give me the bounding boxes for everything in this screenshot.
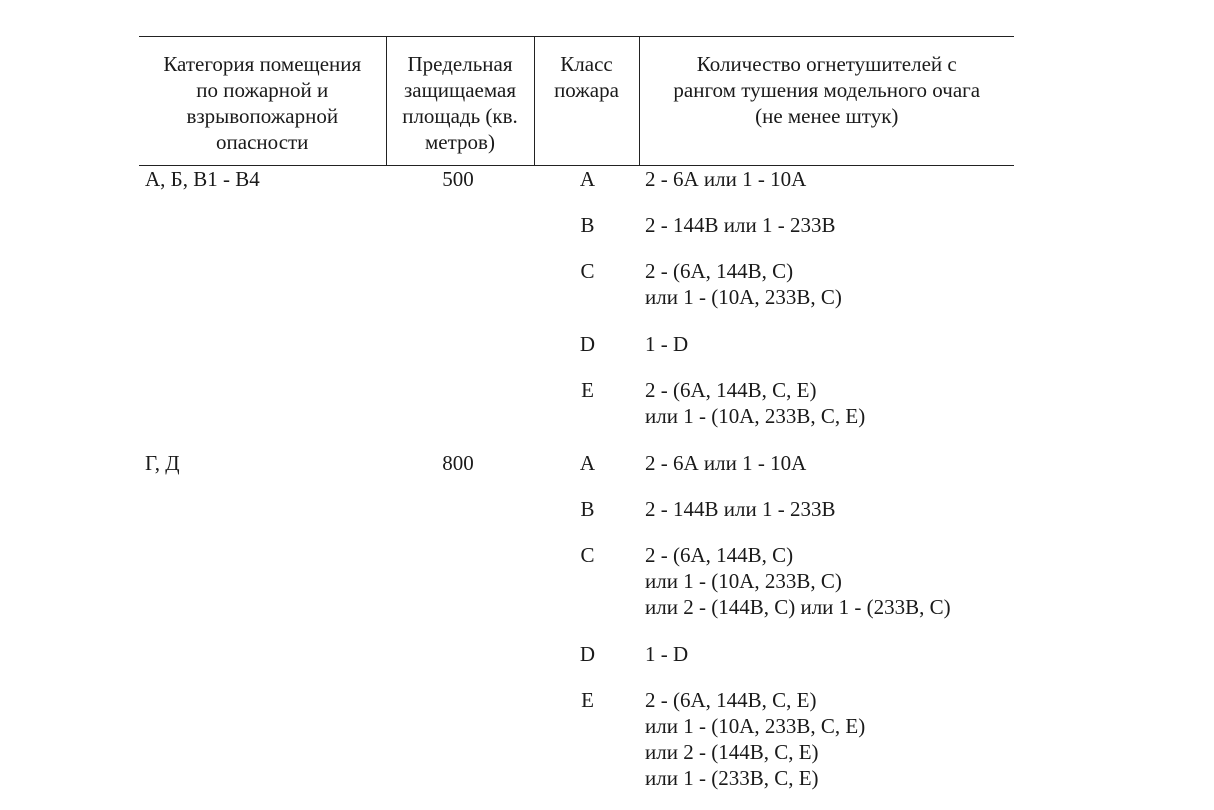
fire-class-cell: E — [581, 688, 594, 712]
fire-class-cell: B — [580, 497, 595, 521]
quantity-line: 2 - (6А, 144В, С, Е) — [645, 688, 817, 712]
quantity-cell — [645, 331, 1014, 357]
table-header — [139, 37, 1014, 166]
header-area-line: метров) — [425, 130, 495, 154]
quantity-line: или 1 - (10А, 233В, С, Е) — [645, 404, 866, 428]
quantity-line: или 1 - (10А, 233В, С) — [645, 285, 842, 309]
quantity-line: 2 - 6А или 1 - 10А — [645, 451, 807, 475]
quantity-line: 2 - 6А или 1 - 10А — [645, 167, 807, 191]
header-fire-class — [534, 37, 639, 166]
quantity-cell — [645, 542, 1014, 621]
quantity-cell — [645, 212, 1014, 238]
quantity-cell — [645, 166, 1014, 192]
fire-class-cell: A — [579, 167, 596, 191]
quantity-column — [639, 450, 1014, 792]
quantity-line: 2 - (6А, 144В, С) — [645, 259, 794, 283]
table-row — [139, 166, 1014, 451]
quantity-line: или 1 - (10А, 233В, С) — [645, 569, 842, 593]
header-fire-class-line: пожара — [554, 78, 619, 102]
header-quantity-line: рангом тушения модельного очага — [673, 78, 981, 102]
quantity-cell — [645, 450, 1014, 476]
quantity-line: 2 - (6А, 144В, С) — [645, 543, 794, 567]
header-quantity — [639, 37, 1014, 166]
category-cell: А, Б, В1 - В4 — [145, 167, 260, 191]
table-body — [139, 166, 1014, 793]
quantity-line: или 1 - (233В, С, Е) — [645, 766, 819, 790]
area-cell: 800 — [442, 451, 474, 475]
fire-class-column — [534, 450, 639, 792]
header-category — [139, 37, 386, 166]
quantity-column — [639, 166, 1014, 451]
fire-class-cell: C — [580, 543, 595, 567]
header-area — [386, 37, 534, 166]
header-area-line: площадь (кв. — [402, 104, 518, 128]
fire-class-cell: C — [580, 259, 595, 283]
fire-class-cell: E — [581, 378, 594, 402]
quantity-cell — [645, 496, 1014, 522]
quantity-line: или 1 - (10А, 233В, С, Е) — [645, 714, 866, 738]
fire-class-cell: D — [579, 642, 596, 666]
fire-class-cell: B — [580, 213, 595, 237]
header-quantity-line: (не менее штук) — [755, 104, 899, 128]
header-category-line: по пожарной и — [196, 78, 329, 102]
quantity-line: 2 - 144В или 1 - 233В — [645, 497, 836, 521]
fire-class-cell: A — [579, 451, 596, 475]
table-row — [139, 450, 1014, 792]
extinguisher-norms-table — [139, 36, 1014, 792]
header-area-line: Предельная — [407, 52, 513, 76]
quantity-cell — [645, 641, 1014, 667]
header-category-line: опасности — [216, 130, 309, 154]
fire-class-column — [534, 166, 639, 451]
area-cell: 500 — [442, 167, 474, 191]
fire-class-cell: D — [579, 332, 596, 356]
quantity-line: 2 - 144В или 1 - 233В — [645, 213, 836, 237]
quantity-line: или 2 - (144В, С) или 1 - (233В, С) — [645, 595, 951, 619]
header-fire-class-line: Класс — [560, 52, 613, 76]
quantity-cell — [645, 687, 1014, 792]
category-cell: Г, Д — [145, 451, 180, 475]
quantity-line: 2 - (6А, 144В, С, Е) — [645, 378, 817, 402]
quantity-cell — [645, 258, 1014, 311]
quantity-line: 1 - D — [645, 642, 689, 666]
header-category-line: Категория помещения — [163, 52, 362, 76]
header-quantity-line: Количество огнетушителей с — [696, 52, 957, 76]
quantity-cell — [645, 377, 1014, 430]
header-area-line: защищаемая — [404, 78, 516, 102]
header-category-line: взрывопожарной — [186, 104, 339, 128]
quantity-line: или 2 - (144В, С, Е) — [645, 740, 819, 764]
quantity-line: 1 - D — [645, 332, 689, 356]
